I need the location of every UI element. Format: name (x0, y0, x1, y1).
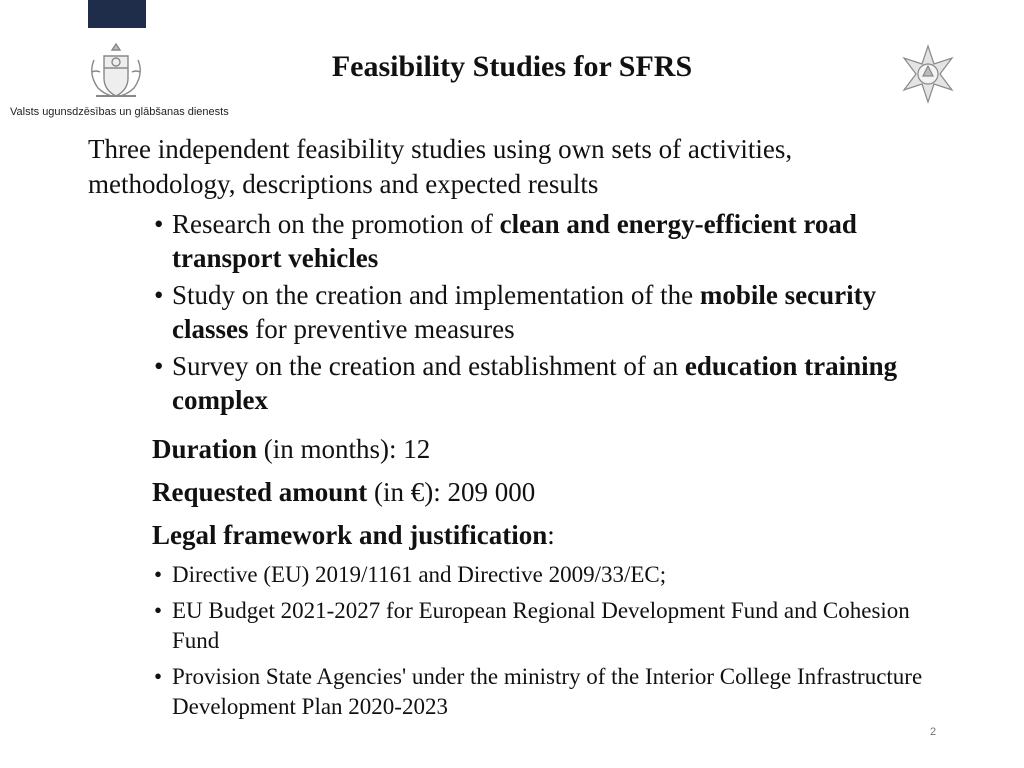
intro-line-2: methodology, descriptions and expected results (88, 169, 599, 199)
intro-text (88, 132, 968, 202)
studies-list (152, 207, 942, 420)
study-item-education-complex (152, 349, 942, 417)
intro-line-1: Three independent feasibility studies using own sets of activities, (88, 134, 793, 164)
legal-item-eu-budget: • EU Budget 2021-2027 for European Regional Development Fund and Cohesion Fund (152, 596, 952, 656)
fire-service-emblem-icon (898, 44, 958, 104)
legal-list (152, 560, 952, 728)
page-number: 2 (930, 726, 937, 738)
page-title: Feasibility Studies for SFRS (331, 50, 693, 83)
duration-value: (in months): 12 (257, 434, 431, 464)
study-highlight: clean and energy-efficient road transport vehicles (172, 209, 857, 273)
organization-name: Valsts ugunsdzēsības un glābšanas dienests (10, 106, 229, 118)
study-text: Study on the creation and implementation of the (172, 280, 700, 310)
legal-colon: : (547, 520, 555, 550)
study-item-clean-vehicles (152, 207, 942, 275)
study-highlight: education training complex (172, 351, 898, 415)
duration-fact (152, 433, 952, 465)
amount-label: Requested amount (152, 477, 368, 507)
legal-item-provision: • Provision State Agencies' under the ministry of the Interior College Infrastructure Development Plan 2020-2023 (152, 662, 952, 722)
legal-item-directive: • Directive (EU) 2019/1161 and Directive 2009/33/EC; (152, 560, 952, 590)
study-text: Survey on the creation and establishment of an (172, 351, 685, 381)
amount-value: (in €): 209 000 (367, 477, 536, 507)
legal-label: Legal framework and justification (152, 520, 548, 550)
study-highlight: mobile security classes (172, 280, 877, 344)
study-item-mobile-security (152, 278, 942, 346)
study-text-end: for preventive measures (248, 314, 515, 344)
amount-fact (152, 476, 952, 508)
legal-heading (152, 519, 952, 551)
study-text: Research on the promotion of (172, 209, 500, 239)
duration-label: Duration (152, 434, 258, 464)
project-facts (152, 433, 952, 562)
top-accent-bar (88, 0, 146, 28)
